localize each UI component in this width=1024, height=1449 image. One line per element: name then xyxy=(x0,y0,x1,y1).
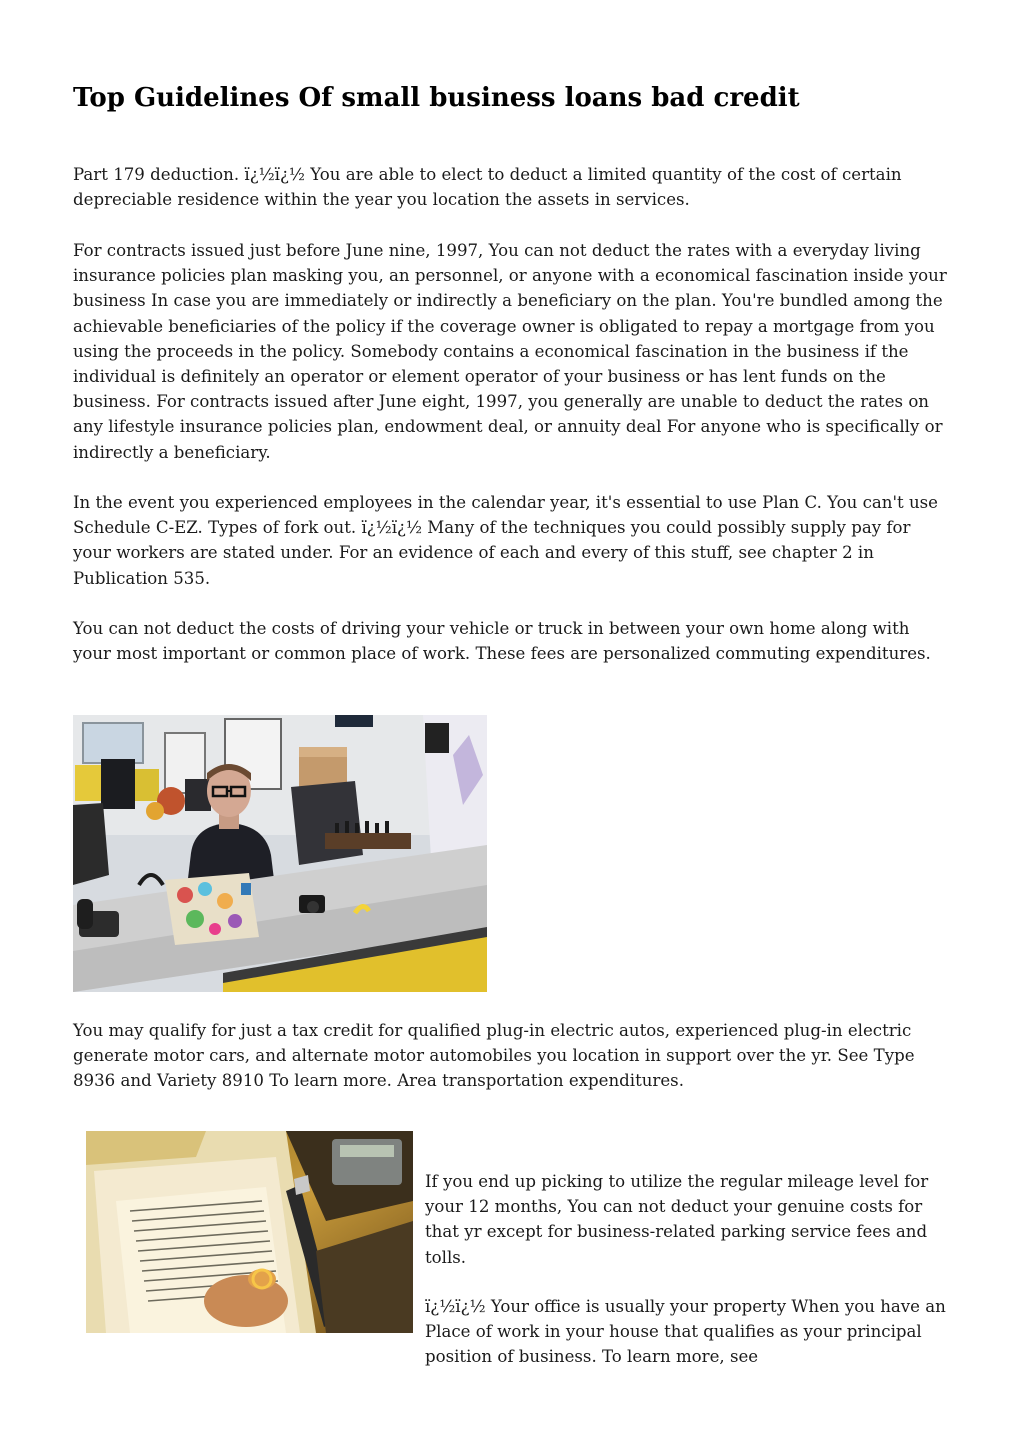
paragraph-employees: In the event you experienced employees in the calendar year, it's essential to use Plan C. You can't use Schedule C-EZ. Types of fork out. ï¿½ï¿½ Many of the techniques you could possibly supply pay for your workers are stated under. For an evidence of each and every of this stuff, see chapter 2 in Publication 535. xyxy=(73,493,938,588)
paragraph-life-insurance: For contracts issued just before June nine, 1997, You can not deduct the rates with a everyday living insurance policies plan masking you, an personnel, or anyone with a economical fascination inside your business In case you are immediately or indirectly a beneficiary on the plan. You're bundled among the achievable beneficiaries of the policy if the coverage owner is obligated to repay a mortgage from you using the proceeds in the policy. Somebody contains a economical fascination in the business if the individual is definitely an operator or element operator of your business or has lent funds on the business. For contracts issued after June eight, 1997, you generally are unable to deduct the rates on any lifestyle insurance policies plan, endowment deal, or annuity deal For anyone who is specifically or indirectly a beneficiary. xyxy=(73,241,947,462)
documents-photo-illustration xyxy=(86,1131,413,1333)
document-title: Top Guidelines Of small business loans bad credit xyxy=(73,83,800,113)
office-photo-illustration xyxy=(73,715,487,992)
documents-photo xyxy=(86,1131,413,1333)
office-photo xyxy=(73,715,487,992)
paragraph-commuting: You can not deduct the costs of driving your vehicle or truck in between your own home along with your most important or common place of work. These fees are personalized commuting expenditures. xyxy=(73,619,931,664)
paragraph-home-office: ï¿½ï¿½ Your office is usually your property When you have an Place of work in your house that qualifies as your principal position of business. To learn more, see xyxy=(425,1297,946,1367)
paragraph-tax-credit: You may qualify for just a tax credit for qualified plug-in electric autos, experienced plug-in electric generate motor cars, and alternate motor automobiles you location in support over the yr. See Type 8936 and Variety 8910 To learn more. Area transportation expenditures. xyxy=(73,1021,915,1091)
paragraph-section-179: Part 179 deduction. ï¿½ï¿½ You are able to elect to deduct a limited quantity of the cost of certain depreciable residence within the year you location the assets in services. xyxy=(73,165,902,210)
paragraph-mileage: If you end up picking to utilize the regular mileage level for your 12 months, You can not deduct your genuine costs for that yr except for business-related parking service fees and tolls. xyxy=(425,1172,929,1267)
